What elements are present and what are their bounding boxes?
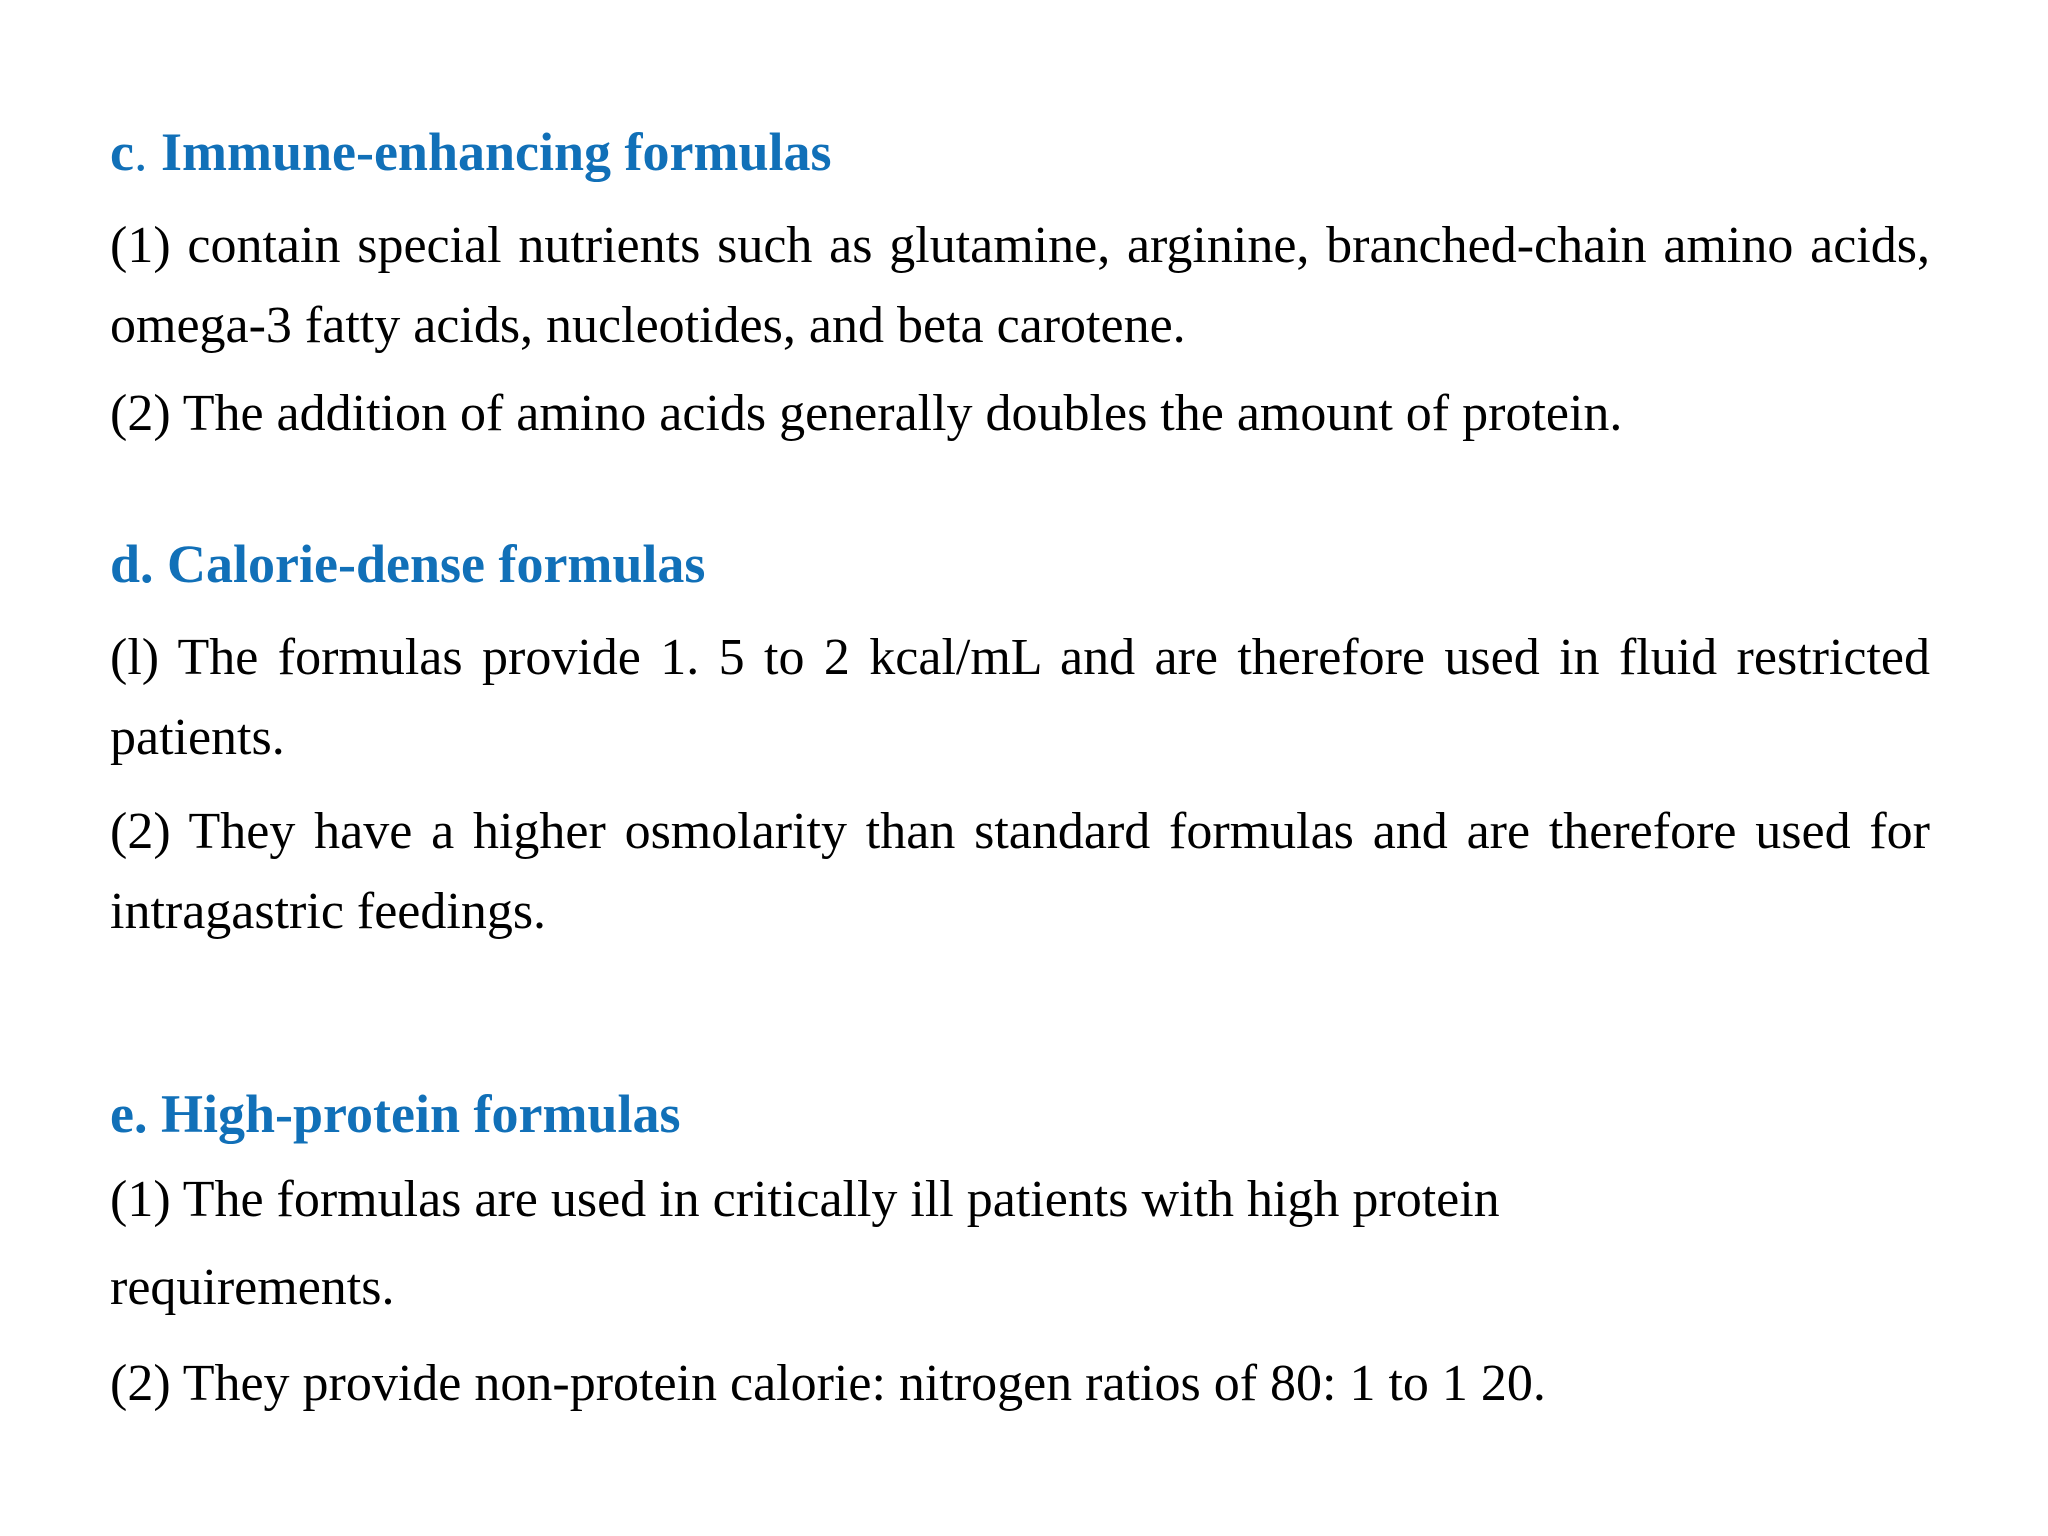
paragraph-protein-item-2: (2) They provide non-protein calorie: nitrogen ratios of 80: 1 to 1 20.: [110, 1355, 1546, 1412]
paragraph-calorie-item-1: (l) The formulas provide 1. 5 to 2 kcal/mL and are therefore used in fluid restricted patients.: [110, 629, 1930, 766]
paragraph-immune-item-2: (2) The addition of amino acids generally doubles the amount of protein.: [110, 385, 1623, 442]
paragraph-protein-item-1: (1) The formulas are used in critically ill patients with high protein: [110, 1171, 1500, 1228]
heading-immune-enhancing-formulas: [110, 122, 832, 182]
heading-title: Immune-enhancing formulas: [147, 122, 832, 182]
heading-calorie-dense-formulas: d. Calorie-dense formulas: [110, 534, 706, 594]
paragraph-protein-item-1-continued: requirements.: [110, 1259, 395, 1316]
paragraph-immune-item-1: (1) contain special nutrients such as glutamine, arginine, branched-chain amino acids, omega-3 fatty acids, nucleotides, and beta carotene.: [110, 217, 1930, 354]
heading-high-protein-formulas: e. High-protein formulas: [110, 1084, 681, 1144]
paragraph-calorie-item-2: (2) They have a higher osmolarity than standard formulas and are therefore used for intragastric feedings.: [110, 803, 1930, 940]
heading-prefix: c: [110, 122, 134, 182]
heading-dot: .: [133, 122, 148, 182]
